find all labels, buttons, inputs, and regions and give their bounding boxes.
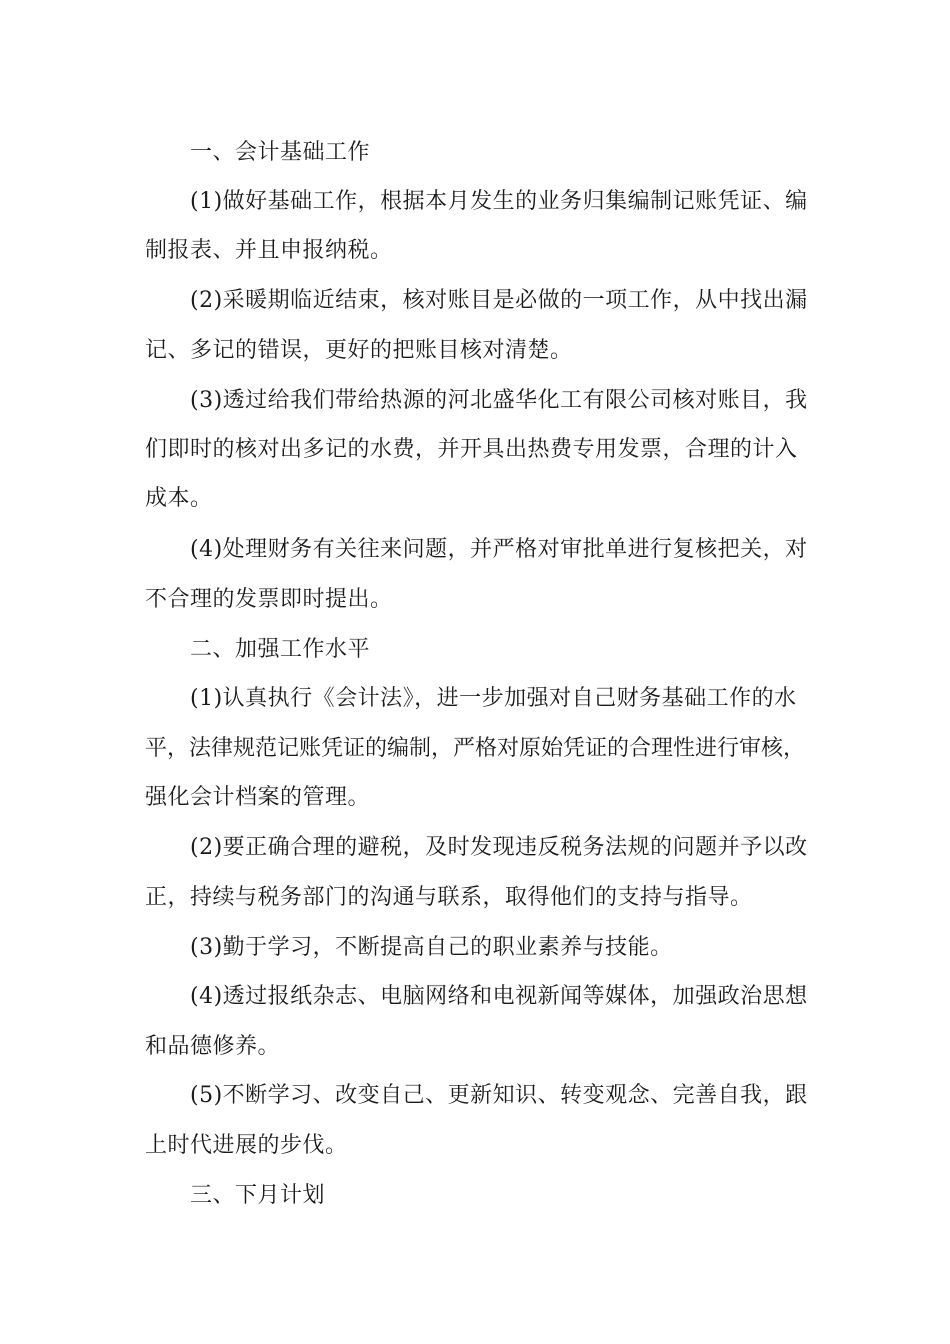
paragraph-line: 上时代进展的步伐。 xyxy=(145,1133,348,1158)
section-heading-next-month-plan: 三、下月计划 xyxy=(190,1183,326,1208)
paragraph-line: (2)采暖期临近结束，核对账目是必做的一项工作，从中找出漏 xyxy=(190,288,808,313)
paragraph-line: 制报表、并且申报纳税。 xyxy=(145,238,393,263)
paragraph-line: 不合理的发票即时提出。 xyxy=(145,587,393,612)
paragraph-line: (4)处理财务有关往来问题，并严格对审批单进行复核把关，对 xyxy=(190,537,808,562)
paragraph-line: (2)要正确合理的避税，及时发现违反税务法规的问题并予以改 xyxy=(190,835,808,860)
section-heading-accounting-basics: 一、会计基础工作 xyxy=(190,140,371,165)
section-heading-improve-work: 二、加强工作水平 xyxy=(190,637,371,662)
paragraph-line: (1)认真执行《会计法》，进一步加强对自己财务基础工作的水 xyxy=(190,686,797,711)
paragraph-line: 强化会计档案的管理。 xyxy=(145,785,371,810)
paragraph-line: (4)透过报纸杂志、电脑网络和电视新闻等媒体，加强政治思想 xyxy=(190,984,808,1009)
paragraph-line: (5)不断学习、改变自己、更新知识、转变观念、完善自我，跟 xyxy=(190,1083,808,1108)
paragraph-line: 正，持续与税务部门的沟通与联系，取得他们的支持与指导。 xyxy=(145,885,753,910)
paragraph-line: 们即时的核对出多记的水费，并开具出热费专用发票，合理的计入 xyxy=(145,437,798,462)
paragraph-line: (1)做好基础工作，根据本月发生的业务归集编制记账凭证、编 xyxy=(190,189,808,214)
paragraph-line: (3)勤于学习，不断提高自己的职业素养与技能。 xyxy=(190,935,673,960)
paragraph-line: 记、多记的错误，更好的把账目核对清楚。 xyxy=(145,338,573,363)
paragraph-line: 成本。 xyxy=(145,486,213,511)
paragraph-line: (3)透过给我们带给热源的河北盛华化工有限公司核对账目，我 xyxy=(190,388,808,413)
paragraph-line: 平，法律规范记账凭证的编制，严格对原始凭证的合理性进行审核， xyxy=(145,736,806,761)
paragraph-line: 和品德修养。 xyxy=(145,1034,281,1059)
